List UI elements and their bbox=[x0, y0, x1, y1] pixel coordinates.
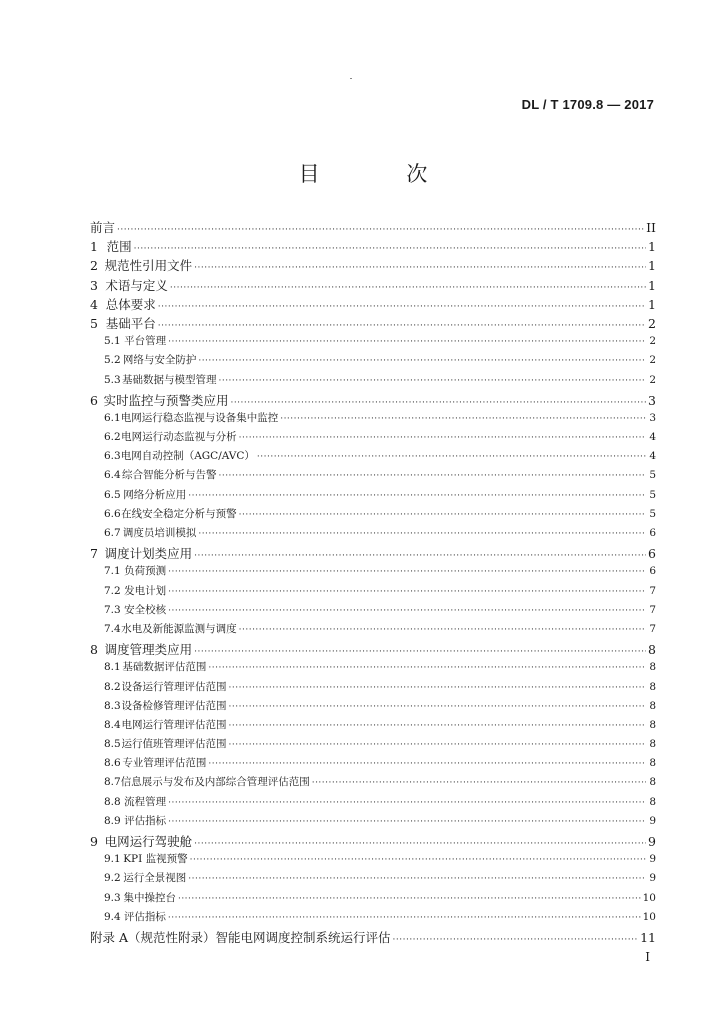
toc-entry-number: 6.4 bbox=[104, 469, 121, 482]
toc-entry-label: 专业管理评估范围 bbox=[122, 757, 207, 770]
toc-entry-number: 8.3 bbox=[104, 699, 121, 712]
toc-entry-label: 网络分析应用 bbox=[123, 488, 187, 501]
toc-entry[interactable] bbox=[90, 352, 656, 371]
toc-entry-label: 基础数据与模型管理 bbox=[121, 373, 217, 386]
toc-entry[interactable] bbox=[90, 429, 656, 448]
toc-entry-number: 9.2 bbox=[104, 872, 121, 885]
toc-leader-dots bbox=[168, 606, 646, 616]
toc-entry[interactable] bbox=[90, 410, 656, 429]
toc-leader-dots bbox=[229, 702, 646, 712]
toc-entry-page: 5 bbox=[649, 507, 656, 520]
toc-entry-number: 7.2 bbox=[104, 584, 121, 597]
toc-entry-number: 8.4 bbox=[104, 718, 121, 731]
toc-entry-page: 2 bbox=[649, 354, 656, 367]
toc-leader-dots bbox=[229, 683, 646, 693]
toc-leader-dots bbox=[239, 625, 646, 635]
toc-entry-label: 发电计划 bbox=[124, 584, 167, 597]
toc-entry[interactable] bbox=[90, 487, 656, 506]
toc-entry-label: 运行值班管理评估范围 bbox=[121, 738, 227, 751]
toc-entry-page: 1 bbox=[648, 296, 656, 312]
toc-entry-number: 5.2 bbox=[104, 354, 121, 367]
toc-entry[interactable] bbox=[90, 909, 656, 928]
toc-entry-page: 8 bbox=[649, 699, 656, 712]
toc-leader-dots bbox=[117, 225, 644, 235]
toc-entry-label: 调度员培训模拟 bbox=[122, 527, 197, 539]
toc-leader-dots bbox=[393, 935, 639, 945]
toc-entry[interactable] bbox=[90, 237, 656, 256]
toc-entry[interactable] bbox=[90, 525, 656, 544]
toc-entry-page: 6 bbox=[649, 565, 656, 578]
toc-entry-page: 9 bbox=[648, 834, 656, 849]
toc-entry[interactable] bbox=[90, 851, 656, 870]
toc-entry-number: 6.6 bbox=[104, 507, 121, 520]
standard-code: DL / T 1709.8 — 2017 bbox=[521, 97, 654, 112]
toc-entry-label: 水电及新能源监测与调度 bbox=[121, 622, 237, 635]
toc-entry-page: 8 bbox=[649, 776, 656, 789]
toc-entry-page: 3 bbox=[649, 411, 656, 424]
toc-entry-page: 4 bbox=[649, 450, 656, 463]
toc-entry-label: 评估指标 bbox=[123, 910, 166, 923]
toc-entry-page: 1 bbox=[648, 277, 656, 293]
toc-entry-page: 8 bbox=[649, 661, 656, 674]
toc-entry-label: 总体要求 bbox=[105, 296, 156, 312]
toc-entry-label: 安全校核 bbox=[124, 603, 167, 616]
toc-entry[interactable] bbox=[90, 314, 656, 333]
toc-entry-number: 3 bbox=[90, 277, 98, 293]
toc-entry-label: 术语与定义 bbox=[105, 277, 168, 293]
toc-entry[interactable] bbox=[90, 832, 656, 851]
toc-entry-label: 评估指标 bbox=[124, 814, 167, 827]
toc-leader-dots bbox=[198, 356, 646, 366]
toc-entry-number: 2 bbox=[90, 258, 98, 274]
toc-entry-number: 6.7 bbox=[104, 527, 121, 539]
toc-entry[interactable] bbox=[90, 890, 656, 909]
toc-leader-dots bbox=[158, 302, 646, 312]
toc-entry-number: 8.6 bbox=[104, 757, 121, 770]
toc-leader-dots bbox=[218, 471, 646, 481]
toc-entry[interactable] bbox=[90, 640, 656, 659]
toc-entry-number: 6 bbox=[90, 392, 98, 408]
toc-entry-page: 11 bbox=[640, 929, 656, 945]
toc-leader-dots bbox=[194, 263, 646, 273]
toc-leader-dots bbox=[239, 510, 646, 520]
toc-entry-label: 负荷预测 bbox=[124, 565, 167, 578]
toc-entry-page: 10 bbox=[642, 910, 656, 923]
toc-entry-number: 8.1 bbox=[104, 661, 121, 674]
toc-entry-page: 7 bbox=[649, 622, 656, 635]
table-of-contents bbox=[90, 218, 656, 947]
toc-entry-page: 1 bbox=[648, 258, 656, 274]
toc-leader-dots bbox=[188, 491, 646, 501]
toc-entry[interactable] bbox=[90, 755, 656, 774]
toc-entry-page: 8 bbox=[649, 757, 656, 770]
toc-entry-page: 8 bbox=[649, 795, 656, 808]
toc-entry-label: KPI 监视预警 bbox=[123, 853, 188, 866]
toc-entry-number: 9 bbox=[90, 834, 98, 849]
toc-leader-dots bbox=[198, 529, 646, 539]
page-title: 目 次 bbox=[298, 162, 468, 186]
toc-entry[interactable] bbox=[90, 774, 656, 793]
toc-entry-number: 8 bbox=[90, 642, 98, 658]
toc-entry-page: 8 bbox=[649, 738, 656, 751]
toc-entry-page: 9 bbox=[649, 872, 656, 885]
toc-leader-dots bbox=[312, 778, 646, 788]
toc-entry-page: 3 bbox=[648, 392, 656, 408]
toc-entry-label: 流程管理 bbox=[124, 795, 167, 808]
toc-entry-page: 2 bbox=[649, 373, 656, 386]
toc-leader-dots bbox=[168, 567, 646, 577]
toc-entry-page: II bbox=[646, 220, 656, 235]
toc-entry[interactable] bbox=[90, 391, 656, 410]
toc-entry-number: 5.3 bbox=[104, 373, 121, 386]
toc-leader-dots bbox=[194, 647, 646, 657]
toc-entry-number: 6.5 bbox=[104, 488, 121, 501]
toc-entry[interactable] bbox=[90, 563, 656, 582]
toc-entry[interactable] bbox=[90, 928, 656, 947]
toc-entry[interactable] bbox=[90, 698, 656, 717]
toc-entry-page: 2 bbox=[649, 335, 656, 348]
toc-entry-number: 4 bbox=[90, 296, 98, 312]
toc-entry-number: 8.7 bbox=[104, 776, 121, 789]
toc-entry-label: 附录 A（规范性附录）智能电网调度控制系统运行评估 bbox=[90, 929, 391, 945]
toc-entry[interactable] bbox=[90, 736, 656, 755]
toc-entry-number: 1 bbox=[90, 239, 98, 255]
toc-entry-label: 设备运行管理评估范围 bbox=[121, 680, 227, 693]
toc-entry-label: 电网运行动态监视与分析 bbox=[121, 431, 237, 444]
toc-entry-page: 6 bbox=[649, 527, 656, 539]
toc-entry[interactable] bbox=[90, 218, 656, 237]
toc-entry[interactable] bbox=[90, 544, 656, 563]
toc-entry[interactable] bbox=[90, 506, 656, 525]
toc-entry-label: 设备检修管理评估范围 bbox=[121, 699, 227, 712]
toc-entry[interactable] bbox=[90, 256, 656, 275]
toc-leader-dots bbox=[229, 721, 646, 731]
toc-entry-number: 5 bbox=[90, 315, 98, 331]
toc-entry[interactable] bbox=[90, 333, 656, 352]
toc-entry-label: 规范性引用文件 bbox=[104, 258, 193, 274]
toc-entry-label: 范围 bbox=[106, 239, 132, 255]
toc-entry-page: 7 bbox=[649, 584, 656, 597]
toc-entry-page: 8 bbox=[649, 680, 656, 693]
toc-entry-number: 7.3 bbox=[104, 603, 121, 616]
toc-entry-label: 电网运行稳态监视与设备集中监控 bbox=[120, 411, 279, 424]
toc-entry-number: 6.2 bbox=[104, 431, 121, 444]
toc-leader-dots bbox=[188, 874, 646, 884]
toc-entry-label: 前言 bbox=[90, 220, 116, 235]
toc-entry-page: 5 bbox=[649, 469, 656, 482]
toc-entry[interactable] bbox=[90, 717, 656, 736]
toc-entry-number: 6.1 bbox=[104, 411, 121, 424]
toc-entry-number: 7.4 bbox=[104, 622, 121, 635]
toc-entry-page: 7 bbox=[649, 603, 656, 616]
toc-entry-label: 基础平台 bbox=[105, 315, 156, 331]
toc-entry[interactable] bbox=[90, 467, 656, 486]
toc-entry-page: 4 bbox=[649, 431, 656, 444]
toc-entry-number: 5.1 bbox=[104, 335, 121, 348]
toc-entry[interactable] bbox=[90, 583, 656, 602]
toc-leader-dots bbox=[190, 855, 646, 865]
toc-leader-dots bbox=[230, 398, 646, 408]
toc-leader-dots bbox=[239, 433, 646, 443]
toc-entry-label: 运行全景视图 bbox=[123, 872, 187, 885]
toc-leader-dots bbox=[218, 376, 646, 386]
toc-entry-number: 8.5 bbox=[104, 738, 121, 751]
toc-entry-page: 8 bbox=[648, 642, 656, 658]
toc-entry[interactable] bbox=[90, 448, 656, 467]
toc-entry-label: 网络与安全防护 bbox=[122, 354, 197, 367]
toc-entry-page: 5 bbox=[649, 488, 656, 501]
toc-entry-label: 平台管理 bbox=[124, 335, 167, 348]
toc-entry[interactable] bbox=[90, 659, 656, 678]
toc-entry-label: 信息展示与发布及内部综合管理评估范围 bbox=[120, 776, 310, 789]
toc-entry[interactable] bbox=[90, 276, 656, 295]
toc-entry-number: 9.3 bbox=[104, 891, 121, 904]
toc-entry-number: 8.9 bbox=[104, 814, 121, 827]
toc-entry-number: 7 bbox=[90, 546, 98, 562]
toc-entry[interactable] bbox=[90, 602, 656, 621]
toc-entry-number: 9.4 bbox=[104, 910, 121, 923]
toc-entry-label: 综合智能分析与告警 bbox=[121, 469, 217, 482]
toc-leader-dots bbox=[194, 839, 646, 849]
page-number: I bbox=[645, 950, 650, 964]
toc-entry-page: 9 bbox=[649, 853, 656, 866]
toc-entry-page: 8 bbox=[649, 718, 656, 731]
toc-entry-number: 8.8 bbox=[104, 795, 121, 808]
toc-entry[interactable] bbox=[90, 295, 656, 314]
toc-entry-page: 10 bbox=[642, 891, 656, 904]
toc-leader-dots bbox=[168, 587, 646, 597]
toc-entry-number: 8.2 bbox=[104, 680, 121, 693]
toc-leader-dots bbox=[229, 740, 646, 750]
toc-entry-label: 电网运行驾驶舱 bbox=[104, 834, 193, 849]
toc-leader-dots bbox=[168, 798, 646, 808]
toc-leader-dots bbox=[168, 913, 641, 923]
toc-leader-dots bbox=[194, 551, 646, 561]
toc-entry-page: 2 bbox=[648, 315, 656, 331]
toc-entry-number: 6.3 bbox=[104, 450, 121, 463]
toc-leader-dots bbox=[280, 414, 646, 424]
scan-speck bbox=[350, 78, 352, 79]
toc-entry-label: 调度管理类应用 bbox=[104, 642, 193, 658]
toc-entry-number: 7.1 bbox=[104, 565, 121, 578]
toc-entry[interactable] bbox=[90, 621, 656, 640]
toc-leader-dots bbox=[170, 283, 646, 293]
toc-entry-label: 集中操控台 bbox=[123, 891, 176, 904]
toc-entry-page: 6 bbox=[648, 546, 656, 562]
toc-entry-label: 电网自动控制（AGC/AVC） bbox=[120, 450, 255, 463]
toc-leader-dots bbox=[168, 817, 646, 827]
toc-leader-dots bbox=[257, 452, 646, 462]
toc-leader-dots bbox=[158, 321, 646, 331]
toc-entry-page: 1 bbox=[648, 239, 656, 255]
toc-entry-label: 实时监控与预警类应用 bbox=[103, 392, 229, 408]
toc-entry-label: 调度计划类应用 bbox=[104, 546, 193, 562]
toc-entry[interactable] bbox=[90, 372, 656, 391]
toc-leader-dots bbox=[208, 759, 646, 769]
toc-leader-dots bbox=[178, 894, 641, 904]
toc-leader-dots bbox=[168, 337, 646, 347]
toc-entry[interactable] bbox=[90, 870, 656, 889]
toc-entry-label: 在线安全稳定分析与预警 bbox=[121, 507, 237, 520]
toc-entry-number: 9.1 bbox=[104, 853, 121, 866]
toc-leader-dots bbox=[208, 663, 646, 673]
toc-entry[interactable] bbox=[90, 813, 656, 832]
toc-entry-label: 基础数据评估范围 bbox=[122, 661, 207, 674]
toc-entry[interactable] bbox=[90, 679, 656, 698]
toc-entry-page: 9 bbox=[649, 814, 656, 827]
toc-entry[interactable] bbox=[90, 794, 656, 813]
toc-leader-dots bbox=[134, 244, 646, 254]
toc-entry-label: 电网运行管理评估范围 bbox=[121, 718, 227, 731]
